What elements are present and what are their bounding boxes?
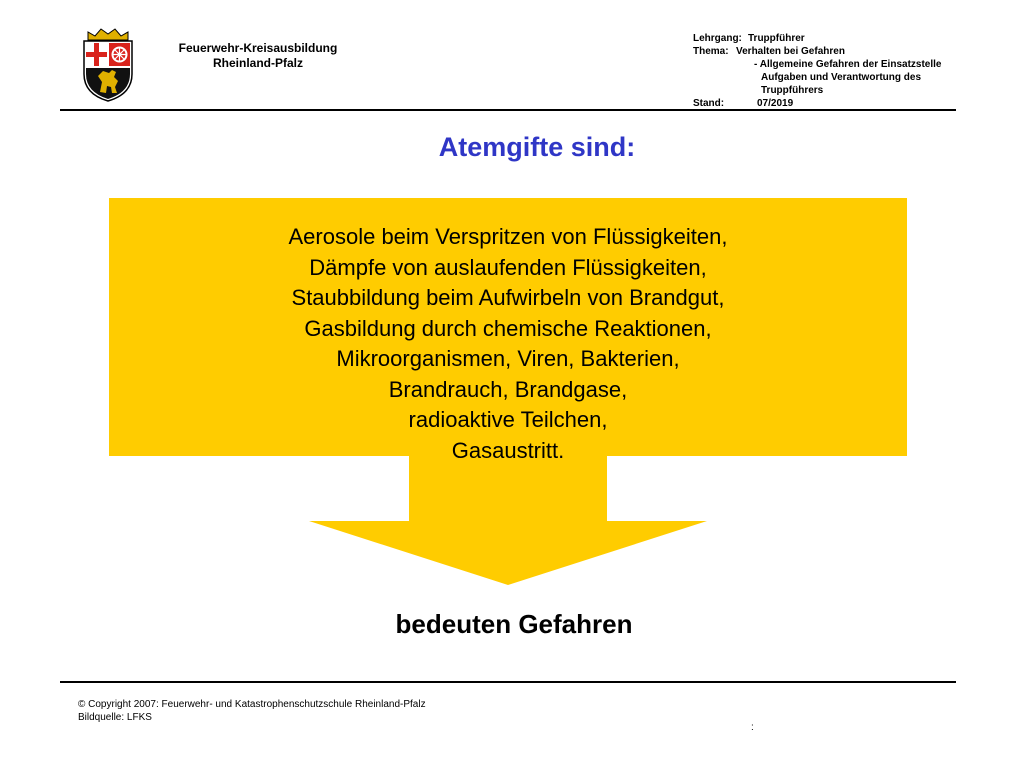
list-item: Aerosole beim Verspritzen von Flüssigkeiten, [288, 224, 728, 249]
stand-label: Stand: [693, 98, 725, 109]
lehrgang-value: Truppführer [748, 33, 805, 44]
footer-mark: : [751, 722, 754, 733]
organization-name [150, 41, 366, 71]
list-item: Mikroorganismen, Viren, Bakterien, [336, 346, 680, 371]
list-item: radioaktive Teilchen, [408, 407, 608, 432]
thema-line-4: Truppführers [761, 85, 824, 96]
list-item: Staubbildung beim Aufwirbeln von Brandgut, [291, 285, 725, 310]
course-meta [693, 32, 993, 112]
result-statement: bedeuten Gefahren [395, 609, 633, 639]
rheinland-pfalz-coat-of-arms-icon [78, 26, 138, 102]
organization-line-2: Rheinland-Pfalz [212, 56, 303, 70]
thema-line-3: Aufgaben und Verantwortung des [761, 72, 922, 83]
list-item: Brandrauch, Brandgase, [388, 376, 628, 402]
lehrgang-label: Lehrgang: [693, 33, 742, 44]
slide-title: Atemgifte sind: [438, 132, 636, 162]
hazard-list [109, 222, 907, 466]
list-item: Gasbildung durch chemische Reaktionen, [304, 315, 712, 341]
list-item: Gasaustritt. [451, 437, 565, 463]
thema-line-2: - Allgemeine Gefahren der Einsatzstelle [754, 59, 942, 70]
stand-value: 07/2019 [757, 98, 794, 109]
image-source: Bildquelle: LFKS [78, 712, 152, 723]
header-divider [60, 109, 956, 111]
thema-value: Verhalten bei Gefahren [736, 46, 845, 57]
list-item: Dämpfe von auslaufenden Flüssigkeiten, [309, 254, 707, 280]
copyright-text: © Copyright 2007: Feuerwehr- und Katastrophenschutzschule Rheinland-Pfalz [78, 699, 426, 710]
footer-divider [60, 681, 956, 683]
thema-label: Thema: [693, 46, 729, 57]
organization-line-1: Feuerwehr-Kreisausbildung [178, 41, 338, 55]
